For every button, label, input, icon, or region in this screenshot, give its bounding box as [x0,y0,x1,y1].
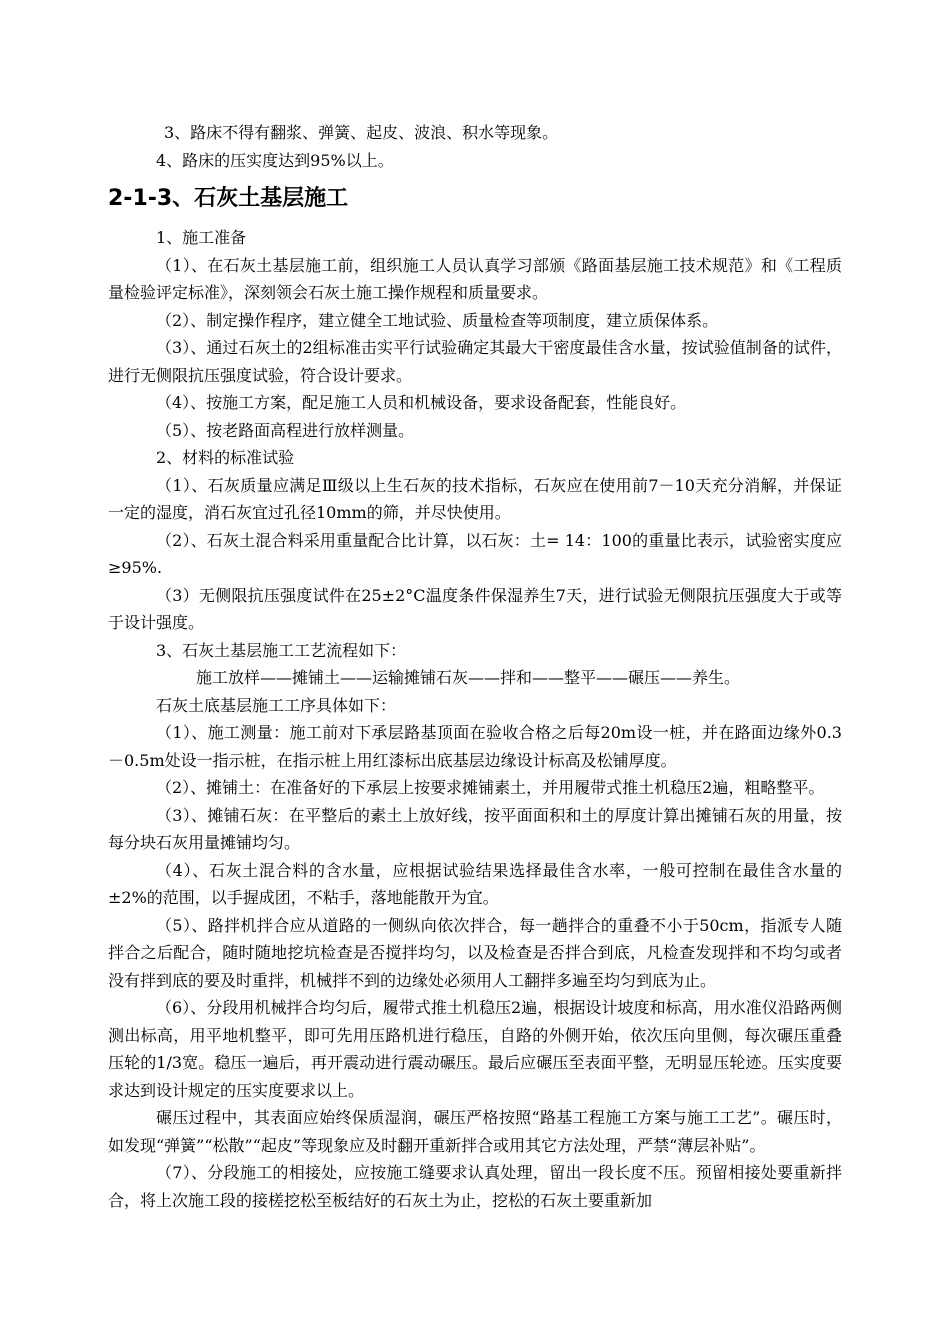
paragraph: （7）、分段施工的相接处，应按施工缝要求认真处理，留出一段长度不压。预留相接处要重新拌合，将上次施工段的接槎挖松至板结好的石灰土为止，挖松的石灰土要重新加 [108,1163,842,1210]
paragraph: （2）、摊铺土：在准备好的下承层上按要求摊铺素土，并用履带式推土机稳压2遍，粗略整平。 [156,778,825,797]
subheading-preparation: 1、施工准备 [156,228,247,247]
paragraph: （3）、通过石灰土的2组标准击实平行试验确定其最大干密度最佳含水量，按试验值制备的试件，进行无侧限抗压强度试验，符合设计要求。 [108,338,842,385]
paragraph: （2）、制定操作程序，建立健全工地试验、质量检查等项制度，建立质保体系。 [156,310,719,330]
document-body [108,119,842,1214]
paragraph: （5）、路拌机拌合应从道路的一侧纵向依次拌合，每一趟拌合的重叠不小于50cm，指派专人随拌合之后配合，随时随地挖坑检查是否搅拌均匀，以及检查是否拌合到底，凡检查发现拌和不均匀或者没有拌到底的要及时重拌，机械拌不到的边缘处必须用人工翻拌多遍至均匀到底为止。 [108,915,842,990]
paragraph: （1）、石灰质量应满足Ⅲ级以上生石灰的技术指标，石灰应在使用前7－10天充分消解，并保证一定的湿度，消石灰宜过孔径10mm的筛，并尽快使用。 [108,475,842,522]
paragraph: （2）、石灰土混合料采用重量配合比计算，以石灰：土= 14：100的重量比表示，试验密实度应≥95%. [108,530,842,577]
subheading-process-flow: 3、石灰土基层施工工艺流程如下： [156,640,407,660]
text-line-requirement-3: 3、路床不得有翻浆、弹簧、起皮、波浪、积水等现象。 [164,123,559,142]
process-flow-line: 施工放样——摊铺土——运输摊铺石灰——拌和——整平——碾压——养生。 [196,668,741,687]
subheading-procedures: 石灰土底基层施工工序具体如下： [156,695,397,715]
text-line-requirement-4: 4、路床的压实度达到95%以上。 [156,150,394,170]
paragraph: （3）无侧限抗压强度试件在25±2°C温度条件保湿养生7天，进行试验无侧限抗压强度大于或等于设计强度。 [108,585,842,632]
paragraph: （3）、摊铺石灰：在平整后的素土上放好线，按平面面积和土的厚度计算出摊铺石灰的用量，按每分块石灰用量摊铺均匀。 [108,805,842,852]
paragraph: （1）、在石灰土基层施工前，组织施工人员认真学习部颁《路面基层施工技术规范》和《工程质量检验评定标准》，深刻领会石灰土施工操作规程和质量要求。 [108,255,842,302]
paragraph: 碾压过程中，其表面应始终保质湿润，碾压严格按照“路基工程施工方案与施工工艺”。碾压时，如发现“弹簧”“松散”“起皮”等现象应及时翻开重新拌合或用其它方法处理，严禁“薄层补贴”。 [108,1108,842,1155]
paragraph: （5）、按老路面高程进行放样测量。 [156,420,415,440]
paragraph: （4）、按施工方案，配足施工人员和机械设备，要求设备配套，性能良好。 [156,393,687,412]
paragraph: （6）、分段用机械拌合均匀后，履带式推土机稳压2遍，根据设计坡度和标高，用水准仪沿路两侧测出标高，用平地机整平，即可先用压路机进行稳压，自路的外侧开始，依次压向里侧，每次碾压重叠压轮的1/3宽。稳压一遍后，再开震动进行震动碾压。最后应碾压至表面平整，无明显压轮迹。压实度要求达到设计规定的压实度要求以上。 [108,998,842,1100]
section-heading: 2-1-3、石灰土基层施工 [108,186,349,211]
paragraph: （4）、石灰土混合料的含水量，应根据试验结果选择最佳含水率，一般可控制在最佳含水量的±2%的范围，以手握成团，不粘手，落地能散开为宜。 [108,860,842,907]
paragraph: （1）、施工测量：施工前对下承层路基顶面在验收合格之后每20m设一桩，并在路面边缘外0.3－0.5m处设一指示桩，在指示桩上用红漆标出底基层边缘设计标高及松铺厚度。 [108,723,842,770]
subheading-material-tests: 2、材料的标准试验 [156,448,295,467]
